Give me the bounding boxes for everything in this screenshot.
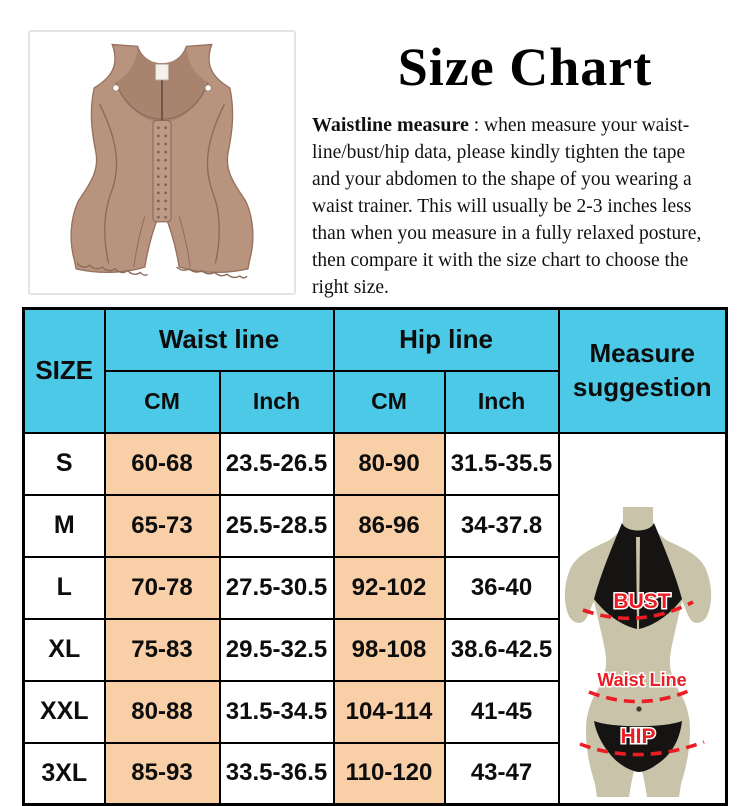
cell-size: M — [24, 495, 105, 557]
cell-waist-inch: 23.5-26.5 — [220, 433, 334, 495]
cell-hip-inch: 41-45 — [445, 681, 559, 743]
intro-line: right size. — [312, 277, 389, 298]
female-body-measure-diagram — [566, 507, 718, 799]
header-hip-inch: Inch — [445, 371, 559, 433]
header-hip-line: Hip line — [334, 309, 559, 371]
cell-size: XL — [24, 619, 105, 681]
cell-waist-inch: 29.5-32.5 — [220, 619, 334, 681]
cell-hip-inch: 31.5-35.5 — [445, 433, 559, 495]
cell-size: L — [24, 557, 105, 619]
shapewear-bodysuit-illustration — [58, 37, 266, 289]
intro-paragraph — [312, 112, 750, 301]
intro-line: line/bust/hip data, please kindly tighten the tape — [312, 142, 686, 163]
cell-waist-inch: 31.5-34.5 — [220, 681, 334, 743]
header-waist-inch: Inch — [220, 371, 334, 433]
product-photo-frame — [28, 30, 296, 295]
intro-line: and your abdomen to the shape of you wearing a — [312, 169, 692, 190]
header-hip-cm: CM — [334, 371, 445, 433]
cell-size: XXL — [24, 681, 105, 743]
waist-line-label: Waist Line — [597, 670, 687, 690]
intro-lead-bold: Waistline measure — [312, 114, 469, 136]
cell-hip-inch: 43-47 — [445, 743, 559, 805]
header-measure-suggestion — [559, 309, 727, 433]
cell-waist-cm: 60-68 — [105, 433, 220, 495]
cell-hip-inch: 36-40 — [445, 557, 559, 619]
header-size: SIZE — [24, 309, 105, 433]
cell-hip-cm: 110-120 — [334, 743, 445, 805]
cell-hip-cm: 98-108 — [334, 619, 445, 681]
intro-line: then compare it with the size chart to choose the — [312, 250, 689, 271]
measure-label-line1: Measure — [589, 337, 696, 368]
hip-label: HIP — [620, 725, 656, 748]
cell-hip-cm: 92-102 — [334, 557, 445, 619]
header-waist-cm: CM — [105, 371, 220, 433]
header-waist-line: Waist line — [105, 309, 334, 371]
size-chart-table — [22, 307, 728, 806]
cell-size: 3XL — [24, 743, 105, 805]
cell-waist-cm: 70-78 — [105, 557, 220, 619]
intro-line: than when you measure in a fully relaxed posture, — [312, 223, 702, 244]
intro-line: waist trainer. This will usually be 2-3 inches less — [312, 196, 692, 217]
page-title: Size Chart — [397, 37, 653, 97]
cell-waist-inch: 33.5-36.5 — [220, 743, 334, 805]
cell-waist-inch: 25.5-28.5 — [220, 495, 334, 557]
measure-figure-cell — [559, 433, 727, 805]
measure-label-line2: suggestion — [572, 371, 712, 402]
cell-hip-inch: 38.6-42.5 — [445, 619, 559, 681]
cell-hip-cm: 80-90 — [334, 433, 445, 495]
intro-line — [312, 112, 750, 139]
cell-size: S — [24, 433, 105, 495]
cell-waist-cm: 65-73 — [105, 495, 220, 557]
cell-waist-inch: 27.5-30.5 — [220, 557, 334, 619]
table-row — [24, 433, 727, 495]
cell-hip-cm: 104-114 — [334, 681, 445, 743]
bust-label: BUST — [613, 590, 671, 613]
cell-hip-inch: 34-37.8 — [445, 495, 559, 557]
cell-waist-cm: 85-93 — [105, 743, 220, 805]
cell-hip-cm: 86-96 — [334, 495, 445, 557]
cell-waist-cm: 75-83 — [105, 619, 220, 681]
cell-waist-cm: 80-88 — [105, 681, 220, 743]
intro-lead-rest: : when measure your waist- — [468, 115, 690, 136]
